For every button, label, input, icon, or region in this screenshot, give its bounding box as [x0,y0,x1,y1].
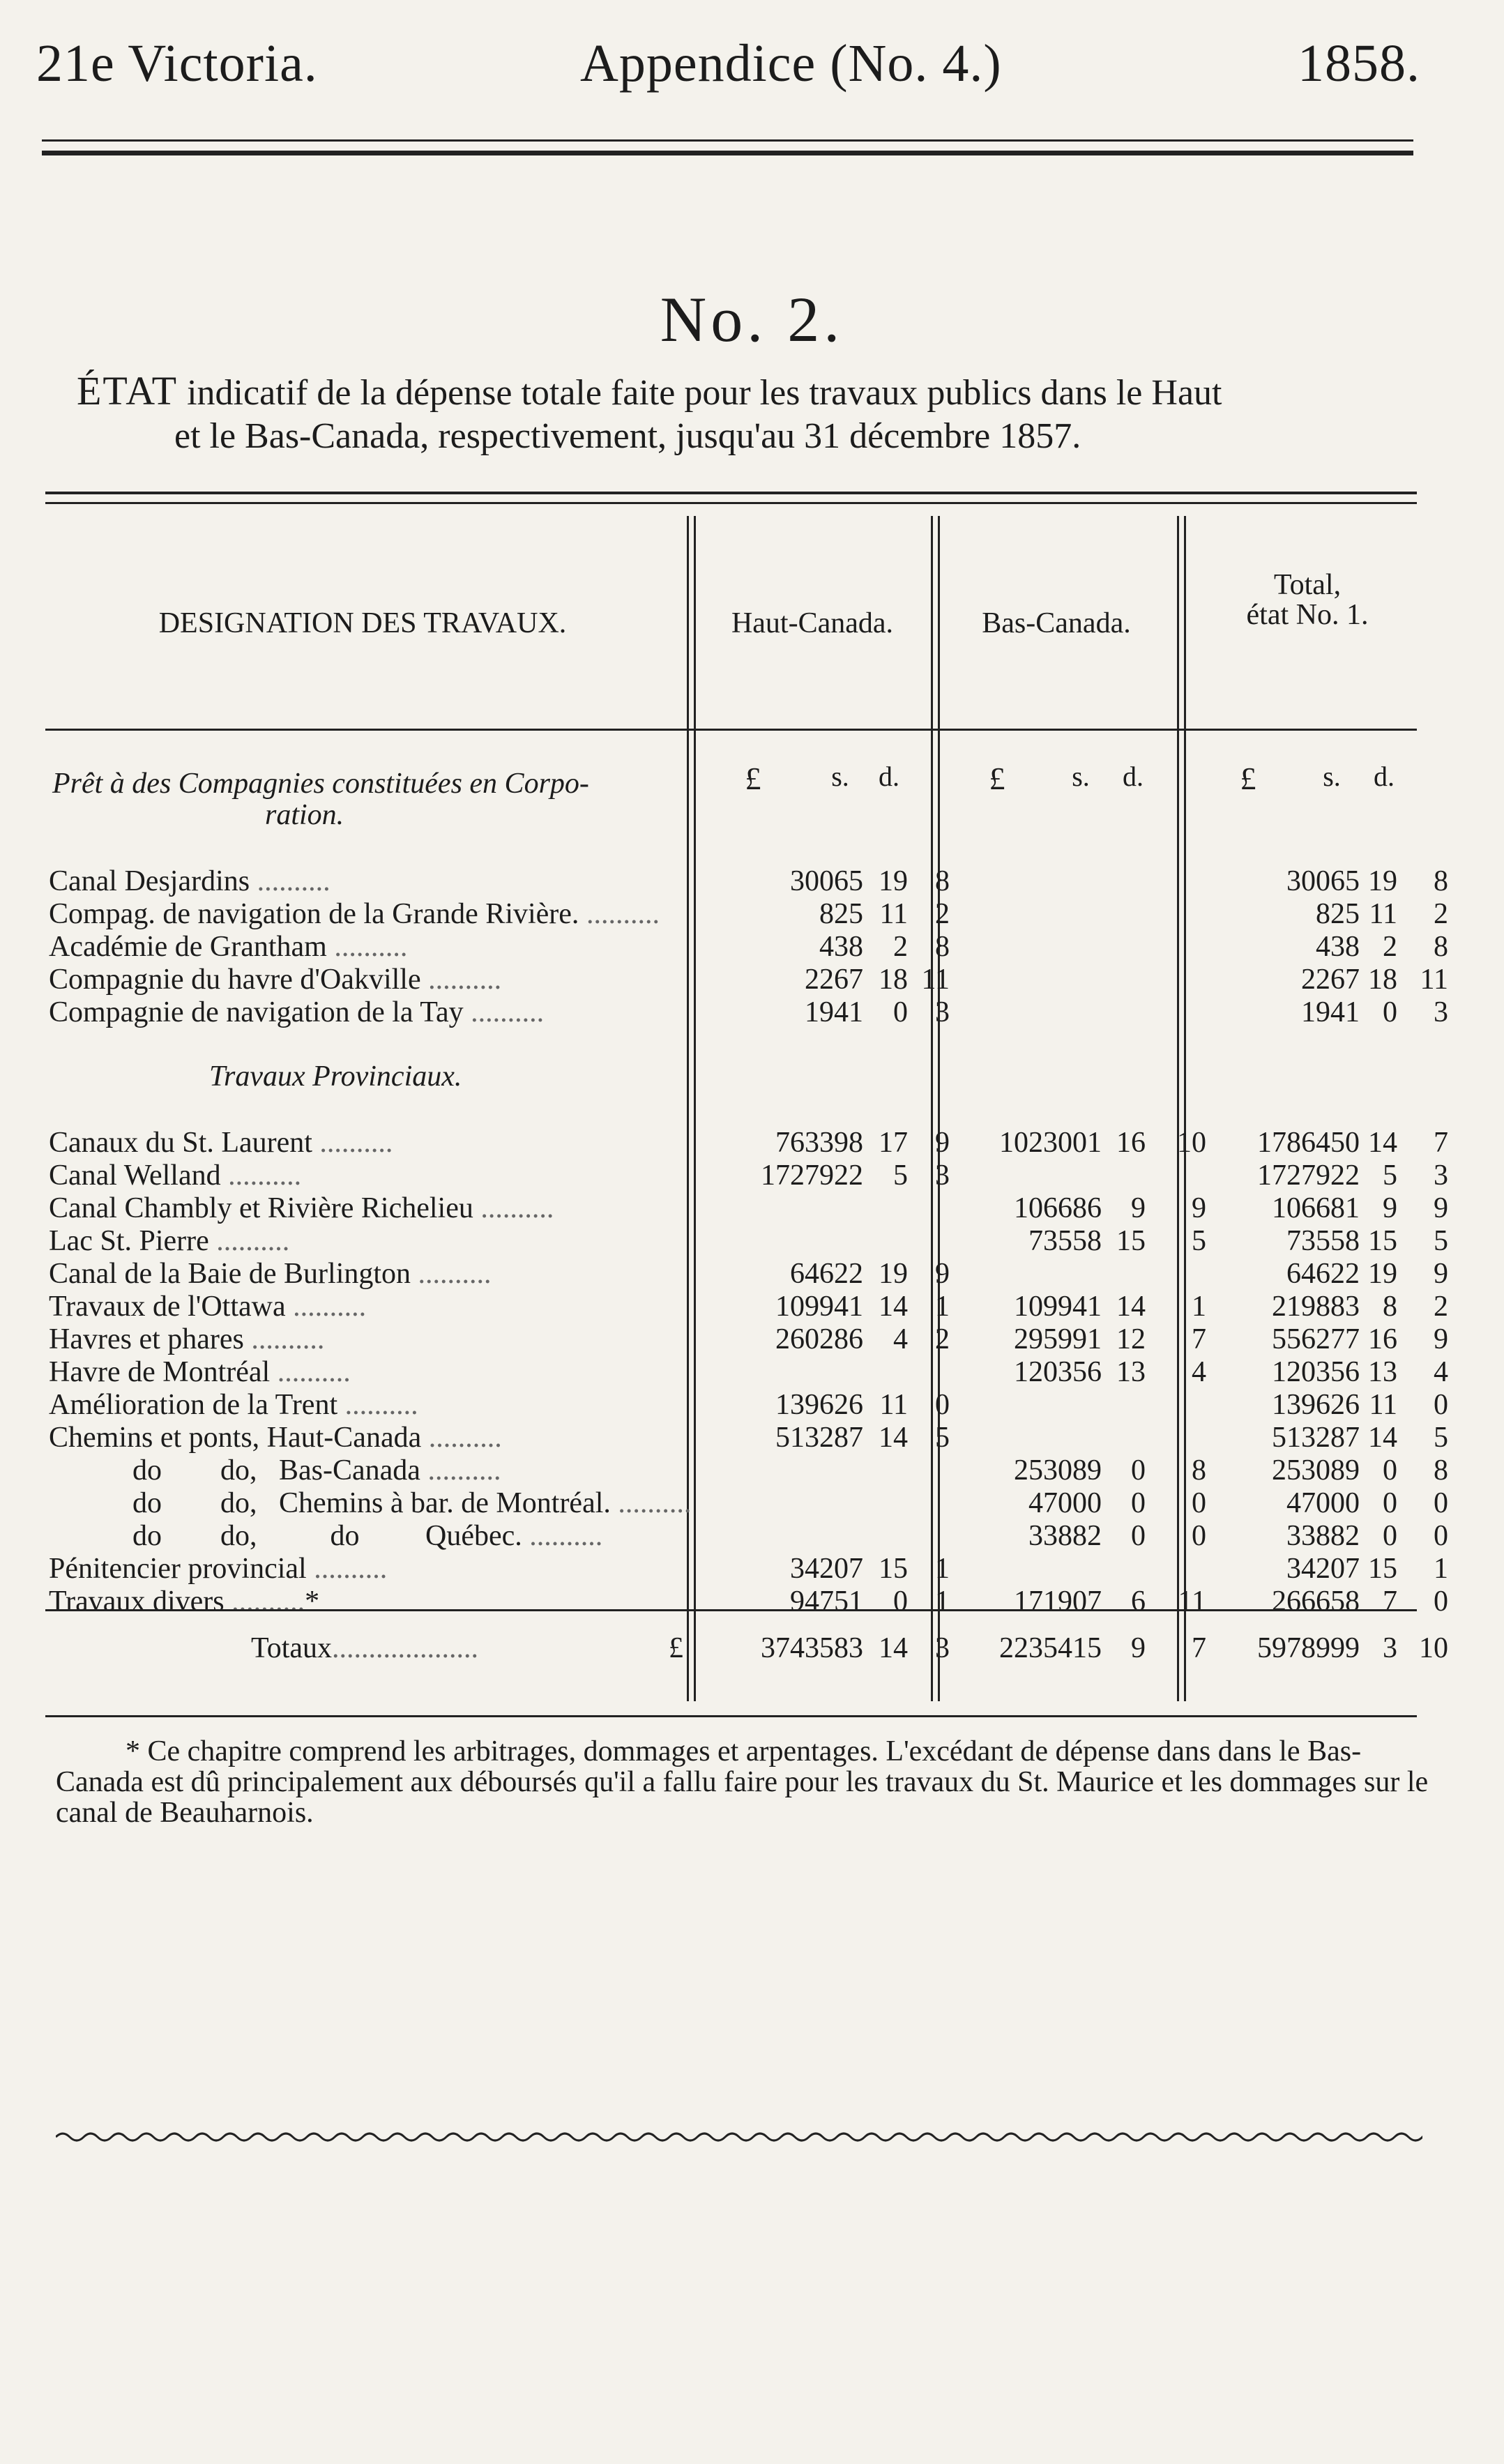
haut-pounds: 763398 [775,1127,863,1159]
total-pence: 2 [1434,898,1448,930]
total-pence: 2 [1434,1291,1448,1323]
header-rule [42,139,1413,142]
leader-dots: .......... [270,1356,351,1388]
table-row [49,1126,1448,1159]
footnote: * Ce chapitre comprend les arbitrages, dommages et arpentages. L'excédant de dépense dans dans le Bas-Canada est dû principalement aux déboursés qu'il a fallu faire pour les travaux du St. Maurice et les dommages sur le canal de Beauharnois. [56,1735,1429,1829]
totals-total-pounds: 5978999 [1257,1632,1360,1664]
row-label-text: do do, do Québec. [132,1520,522,1552]
table-row [49,865,1448,897]
haut-pence: 3 [935,996,950,1028]
row-label [132,1486,691,1520]
total-pounds: 1786450 [1257,1127,1360,1159]
header-year: 1858. [1298,34,1420,93]
total-pence: 9 [1434,1323,1448,1355]
haut-pence: 0 [935,1389,950,1421]
leader-dots: .......... [420,964,502,996]
totals-bas-pounds: 2235415 [999,1632,1102,1664]
total-shillings: 16 [1368,1323,1397,1355]
table-row [49,1421,1448,1454]
totals-row [49,1632,1448,1664]
bas-pence: 7 [1192,1323,1206,1355]
table-row [49,1323,1448,1355]
total-pence: 5 [1434,1422,1448,1454]
totals-haut-pounds: 3743583 [761,1632,863,1664]
table-row [49,996,1448,1028]
haut-shillings: 5 [893,1159,908,1192]
row-label [49,897,660,931]
row-label-text: do do, Chemins à bar. de Montréal. [132,1487,611,1519]
total-shillings: 9 [1383,1192,1397,1224]
column-header-total-ref: état No. 1. [1246,599,1369,631]
row-label [49,1388,418,1422]
total-pounds: 106681 [1272,1192,1360,1224]
row-label-text: do do, Bas-Canada [132,1454,420,1486]
total-pence: 0 [1434,1520,1448,1552]
bas-pounds: 73558 [1028,1225,1102,1257]
haut-pounds: 260286 [775,1323,863,1355]
leader-dots: .......... [312,1127,393,1159]
row-label-text: Pénitencier provincial [49,1553,307,1585]
leader-dots: .......... [306,1553,388,1585]
haut-pounds: 513287 [775,1422,863,1454]
table-top-rule [45,492,1417,494]
unit-shilling-bas: s. [1072,761,1090,792]
bas-pence: 10 [1177,1127,1206,1159]
haut-pounds: 1941 [805,996,863,1028]
total-pence: 0 [1434,1389,1448,1421]
total-shillings: 0 [1383,1454,1397,1486]
bas-pounds: 295991 [1014,1323,1102,1355]
table-row [49,1552,1448,1585]
bas-shillings: 0 [1131,1454,1146,1486]
total-pence: 7 [1434,1127,1448,1159]
unit-pence-bas: d. [1123,761,1144,792]
table-row [49,1388,1448,1421]
bas-shillings: 9 [1131,1192,1146,1224]
unit-pence-total: d. [1374,761,1395,792]
bas-pounds: 171907 [1014,1585,1102,1618]
haut-shillings: 4 [893,1323,908,1355]
table-row [49,1454,1448,1486]
totals-bas-shillings: 9 [1131,1632,1146,1664]
haut-shillings: 15 [879,1553,908,1585]
caption-line2: et le Bas-Canada, respectivement, jusqu'au 31 décembre 1857. [174,416,1081,456]
row-label-text: Compagnie de navigation de la Tay [49,996,464,1028]
total-pence: 11 [1420,964,1448,996]
total-pounds: 1941 [1301,996,1360,1028]
total-pounds: 266658 [1272,1585,1360,1618]
total-shillings: 14 [1368,1422,1397,1454]
haut-pence: 9 [935,1258,950,1290]
row-label [49,1224,289,1258]
row-label-text: Havre de Montréal [49,1356,271,1388]
total-shillings: 11 [1369,1389,1397,1421]
total-pence: 4 [1434,1356,1448,1388]
row-label [132,1454,501,1487]
row-label-text: Travaux divers [49,1585,225,1618]
haut-pence: 8 [935,865,950,897]
row-label-text: Compag. de navigation de la Grande Rivière. [49,898,579,930]
haut-pence: 1 [935,1291,950,1323]
footnote-mark: * [305,1585,320,1618]
row-label-text: Canal Chambly et Rivière Richelieu [49,1192,473,1224]
column-header-haut: Haut-Canada. [731,607,894,639]
row-label-text: Lac St. Pierre [49,1225,209,1257]
total-pounds: 253089 [1272,1454,1360,1486]
table-row [49,1585,1448,1618]
total-shillings: 13 [1368,1356,1397,1388]
row-label [49,1159,301,1192]
total-pence: 8 [1434,865,1448,897]
table-row [49,1290,1448,1323]
total-shillings: 18 [1368,964,1397,996]
row-label-text: Amélioration de la Trent [49,1389,338,1421]
haut-shillings: 2 [893,931,908,963]
leader-dots: .......... [421,1422,502,1454]
leader-dots: .......... [224,1585,305,1618]
section-title-loans-cont: ration. [265,799,344,831]
table-top-rule-2 [45,502,1417,504]
haut-pounds: 94751 [790,1585,863,1618]
totals-currency: £ [669,1632,683,1664]
haut-shillings: 14 [879,1291,908,1323]
bas-shillings: 13 [1116,1356,1146,1388]
haut-pence: 2 [935,898,950,930]
total-pounds: 513287 [1272,1422,1360,1454]
total-pounds: 438 [1316,931,1360,963]
haut-pence: 8 [935,931,950,963]
table-row [49,930,1448,963]
section-title-provincial: Travaux Provinciaux. [209,1060,462,1093]
row-label-text: Canaux du St. Laurent [49,1127,312,1159]
haut-pence: 11 [921,964,950,996]
table-row [49,1355,1448,1388]
total-pounds: 1727922 [1257,1159,1360,1192]
leader-dots: .......... [220,1159,302,1192]
table-row [49,963,1448,996]
totals-label [251,1632,478,1665]
row-label-text: Chemins et ponts, Haut-Canada [49,1422,422,1454]
total-pence: 1 [1434,1553,1448,1585]
haut-pounds: 2267 [805,964,863,996]
header-appendix: Appendice (No. 4.) [580,34,1002,93]
table-row [49,1224,1448,1257]
bas-pounds: 33882 [1028,1520,1102,1552]
totals-total-pence: 10 [1419,1632,1448,1664]
haut-pence: 1 [935,1585,950,1618]
haut-shillings: 0 [893,1585,908,1618]
bas-shillings: 16 [1116,1127,1146,1159]
total-pence: 8 [1434,1454,1448,1486]
haut-shillings: 11 [879,1389,908,1421]
total-shillings: 11 [1369,898,1397,930]
total-shillings: 0 [1383,1520,1397,1552]
haut-pounds: 30065 [790,865,863,897]
running-header [36,33,1420,110]
row-label [132,1519,602,1553]
totals-haut-shillings: 14 [879,1632,908,1664]
haut-pence: 1 [935,1553,950,1585]
haut-shillings: 18 [879,964,908,996]
bas-pounds: 253089 [1014,1454,1102,1486]
row-label [49,1585,319,1618]
row-label-text: Canal de la Baie de Burlington [49,1258,411,1290]
totals-bas-pence: 7 [1192,1632,1206,1664]
bas-pence: 8 [1192,1454,1206,1486]
row-label [49,1421,502,1454]
total-pounds: 64622 [1286,1258,1360,1290]
unit-pound-haut: £ [745,761,761,796]
haut-pounds: 34207 [790,1553,863,1585]
haut-pounds: 1727922 [761,1159,863,1192]
row-label [49,1323,324,1356]
bas-pence: 5 [1192,1225,1206,1257]
table-row [49,1486,1448,1519]
bas-shillings: 12 [1116,1323,1146,1355]
total-pence: 0 [1434,1487,1448,1519]
total-pounds: 2267 [1301,964,1360,996]
haut-pounds: 109941 [775,1291,863,1323]
row-label-text: Travaux de l'Ottawa [49,1291,286,1323]
bas-pence: 4 [1192,1356,1206,1388]
haut-shillings: 17 [879,1127,908,1159]
table-row [49,1257,1448,1290]
header-bottom-rule [45,729,1417,731]
total-pence: 3 [1434,996,1448,1028]
unit-pound-total: £ [1240,761,1256,796]
total-shillings: 14 [1368,1127,1397,1159]
bas-pence: 11 [1178,1585,1206,1618]
unit-shilling-total: s. [1323,761,1341,792]
total-pence: 9 [1434,1258,1448,1290]
row-label [49,930,407,964]
bas-pence: 9 [1192,1192,1206,1224]
totals-haut-pence: 3 [935,1632,950,1664]
row-label [49,963,501,996]
caption-line1: indicatif de la dépense totale faite pour les travaux publics dans le Haut [178,373,1222,413]
haut-shillings: 0 [893,996,908,1028]
leader-dots: .......... [208,1225,290,1257]
haut-shillings: 19 [879,865,908,897]
totals-rule [45,1609,1417,1611]
ornamental-wavy-rule [56,2127,1422,2147]
bas-shillings: 15 [1116,1225,1146,1257]
total-pounds: 47000 [1286,1487,1360,1519]
total-pence: 9 [1434,1192,1448,1224]
bas-pounds: 1023001 [999,1127,1102,1159]
table-row [49,1192,1448,1224]
header-rule-thick [42,151,1413,155]
haut-pounds: 139626 [775,1389,863,1421]
leader-dots: .......... [411,1258,492,1290]
bas-shillings: 6 [1131,1585,1146,1618]
row-label [49,1257,492,1291]
haut-pence: 2 [935,1323,950,1355]
bas-pounds: 47000 [1028,1487,1102,1519]
row-label [49,996,544,1029]
total-pounds: 120356 [1272,1356,1360,1388]
unit-pence-haut: d. [879,761,899,792]
haut-pounds: 438 [819,931,863,963]
total-pounds: 139626 [1272,1389,1360,1421]
total-shillings: 19 [1368,1258,1397,1290]
leader-dots: .......... [522,1520,603,1552]
haut-pounds: 825 [819,898,863,930]
leader-dots: .......... [337,1389,418,1421]
total-pounds: 73558 [1286,1225,1360,1257]
row-label-text: Académie de Grantham [49,931,327,963]
table-row [49,1159,1448,1192]
haut-pence: 5 [935,1422,950,1454]
leader-dots: .................... [332,1632,479,1664]
unit-pound-bas: £ [989,761,1005,796]
table-row [49,1519,1448,1552]
table-row [49,897,1448,930]
haut-shillings: 14 [879,1422,908,1454]
haut-pounds: 64622 [790,1258,863,1290]
bas-shillings: 0 [1131,1520,1146,1552]
bas-pence: 0 [1192,1520,1206,1552]
totals-label-text: Totaux [251,1632,333,1664]
bas-pounds: 106686 [1014,1192,1102,1224]
total-shillings: 15 [1368,1225,1397,1257]
header-session: 21e Victoria. [36,34,318,93]
row-label-text: Havres et phares [49,1323,244,1355]
row-label [49,1192,554,1225]
column-header-bas: Bas-Canada. [982,607,1131,639]
row-label [49,865,331,898]
row-label-text: Canal Welland [49,1159,221,1192]
total-shillings: 15 [1368,1553,1397,1585]
leader-dots: .......... [420,1454,501,1486]
leader-dots: .......... [463,996,545,1028]
row-label [49,1355,351,1389]
table-bottom-rule [45,1715,1417,1717]
bas-pounds: 120356 [1014,1356,1102,1388]
total-pence: 5 [1434,1225,1448,1257]
total-shillings: 5 [1383,1159,1397,1192]
total-shillings: 0 [1383,996,1397,1028]
haut-shillings: 19 [879,1258,908,1290]
row-label [49,1552,387,1585]
document-number: No. 2. [660,284,844,355]
row-label-text: Compagnie du havre d'Oakville [49,964,421,996]
total-pounds: 556277 [1272,1323,1360,1355]
row-label [49,1126,393,1159]
bas-pence: 0 [1192,1487,1206,1519]
leader-dots: .......... [243,1323,325,1355]
total-shillings: 2 [1383,931,1397,963]
leader-dots: .......... [326,931,408,963]
total-pounds: 219883 [1272,1291,1360,1323]
bas-pounds: 109941 [1014,1291,1102,1323]
haut-pence: 9 [935,1127,950,1159]
column-header-total: Total, [1273,569,1342,601]
leader-dots: .......... [473,1192,554,1224]
leader-dots: .......... [610,1487,692,1519]
row-label-text: Canal Desjardins [49,865,250,897]
total-shillings: 8 [1383,1291,1397,1323]
unit-shilling-haut: s. [831,761,849,792]
total-pence: 3 [1434,1159,1448,1192]
table-caption [77,370,1415,458]
caption-lead: ÉTAT [77,368,178,413]
row-label [49,1290,366,1323]
leader-dots: .......... [250,865,331,897]
leader-dots: .......... [579,898,660,930]
bas-shillings: 0 [1131,1487,1146,1519]
bas-shillings: 14 [1116,1291,1146,1323]
haut-pence: 3 [935,1159,950,1192]
total-shillings: 0 [1383,1487,1397,1519]
total-pounds: 34207 [1286,1553,1360,1585]
total-pounds: 33882 [1286,1520,1360,1552]
leader-dots: .......... [285,1291,367,1323]
total-pounds: 30065 [1286,865,1360,897]
column-header-designation: DESIGNATION DES TRAVAUX. [158,607,567,639]
total-pounds: 825 [1316,898,1360,930]
section-title-loans: Prêt à des Compagnies constituées en Corpo- [52,768,589,800]
totals-total-shillings: 3 [1383,1632,1397,1664]
total-shillings: 19 [1368,865,1397,897]
total-shillings: 7 [1383,1585,1397,1618]
bas-pence: 1 [1192,1291,1206,1323]
total-pence: 0 [1434,1585,1448,1618]
total-pence: 8 [1434,931,1448,963]
haut-shillings: 11 [879,898,908,930]
